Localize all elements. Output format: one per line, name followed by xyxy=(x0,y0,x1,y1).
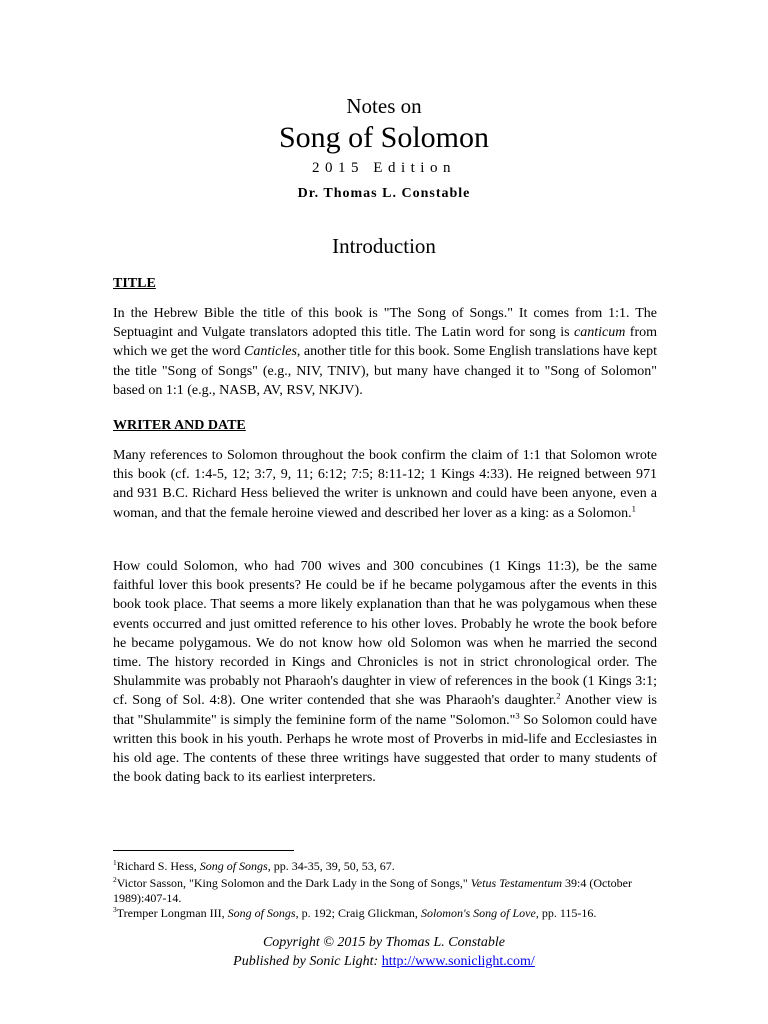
book-title: Song of Solomon xyxy=(278,121,490,154)
text-run: , p. 192; Craig Glickman, xyxy=(295,906,421,920)
writer-and-date-heading: WRITER AND DATE xyxy=(113,418,246,433)
footnote-number: 1 xyxy=(113,858,117,867)
text-run: Many references to Solomon throughout the book confirm the claim of 1:1 that Solomon wrote this book (cf. 1:4-5, 12; 3:7, 9, 11; 6:12; 7:5; 8:11-12; 1 Kings 4:33). He reigned between 971 and 931 B.C. Richard Hess believed the writer is unknown and could have been anyone, even a woman, and that the female heroine viewed and described her lover as a king: as a Solomon. xyxy=(113,448,657,521)
italic-term: Canticles xyxy=(244,344,297,360)
text-run: How could Solomon, who had 700 wives and 300 concubines (1 Kings 11:3), be the same faithful lover this book presents? He could be if he became polygamous after the events in this book took place. That seems a more likely explanation than that he was polygamous when these events occurred and just omitted reference to his other loves. Probably he wrote the book before he became polygamous. We do not know how old Solomon was when he married the second time. The history recorded in Kings and Chronicles is not in strict chronological order. The Shulammite was probably not Pharaoh's daughter in view of references in the book (1 Kings 3:1; cf. Song of Sol. 4:8). One writer contended that she was Pharaoh's daughter. xyxy=(113,559,657,709)
text-run: Another view is that "Shulammite" is simply the feminine form of the name "Solomon." xyxy=(113,693,657,728)
text-run: Victor Sasson, "King Solomon and the Dark Lady in the Song of Songs," xyxy=(116,876,471,890)
website-link[interactable]: http://www.soniclight.com/ xyxy=(381,954,535,969)
text-run: So Solomon could have written this book in his youth. Perhaps he wrote most of Proverbs in mid-life and Ecclesiastes in his old age. The contents of these three writings have suggested that order to many students of the book dating back to its earliest interpreters. xyxy=(113,712,657,786)
text-run: , pp. 115-16. xyxy=(535,906,597,920)
title-paragraph xyxy=(113,304,657,400)
author-name: Dr. Thomas L. Constable xyxy=(297,186,471,201)
footnote-3 xyxy=(113,906,657,921)
italic-term: Song of Songs xyxy=(199,859,268,873)
footnote-number: 2 xyxy=(113,875,117,884)
text-run: In the Hebrew Bible the title of this book is "The Song of Songs." It comes from 1:1. The Septuagint and Vulgate translators adopted this title. The Latin word for song is xyxy=(113,306,657,341)
text-run: 39:4 (October 1989):407-14. xyxy=(113,876,632,905)
italic-term: Vetus Testamentum xyxy=(470,876,563,890)
text-run: , another title for this book. Some English translations have kept the title "Song of Songs" (e.g., NIV, TNIV), but many have changed it to "Song of Solomon" based on 1:1 (e.g., NASB, AV, RSV, NKJV). xyxy=(113,344,657,398)
footnote-1 xyxy=(113,859,657,874)
text-run: Richard S. Hess, xyxy=(116,859,200,873)
footnote-ref-1[interactable]: 1 xyxy=(631,502,636,513)
text-run: from which we get the word xyxy=(113,325,657,360)
copyright-line: Copyright © 2015 by Thomas L. Constable xyxy=(262,935,506,950)
text-run: , pp. 34-35, 39, 50, 53, 67. xyxy=(267,859,395,873)
italic-term: Solomon's Song of Love xyxy=(420,906,536,920)
footnote-number: 3 xyxy=(113,905,117,914)
footnote-ref-2[interactable]: 2 xyxy=(556,690,561,701)
text-run: Tremper Longman III, xyxy=(116,906,228,920)
publisher-line xyxy=(0,953,768,971)
footnote-divider xyxy=(113,850,294,851)
notes-on-label: Notes on xyxy=(346,94,422,118)
title-heading: TITLE xyxy=(113,276,156,291)
italic-term: Song of Songs xyxy=(227,906,296,920)
footnote-2 xyxy=(113,876,657,906)
writer-paragraph-1 xyxy=(113,446,657,523)
footnote-ref-3[interactable]: 3 xyxy=(515,709,520,720)
italic-term: canticum xyxy=(574,325,626,341)
publisher-label: Published by Sonic Light: xyxy=(233,954,382,969)
edition-label: 2015 Edition xyxy=(312,160,456,176)
section-title: Introduction xyxy=(332,234,436,258)
writer-paragraph-2 xyxy=(113,557,657,787)
